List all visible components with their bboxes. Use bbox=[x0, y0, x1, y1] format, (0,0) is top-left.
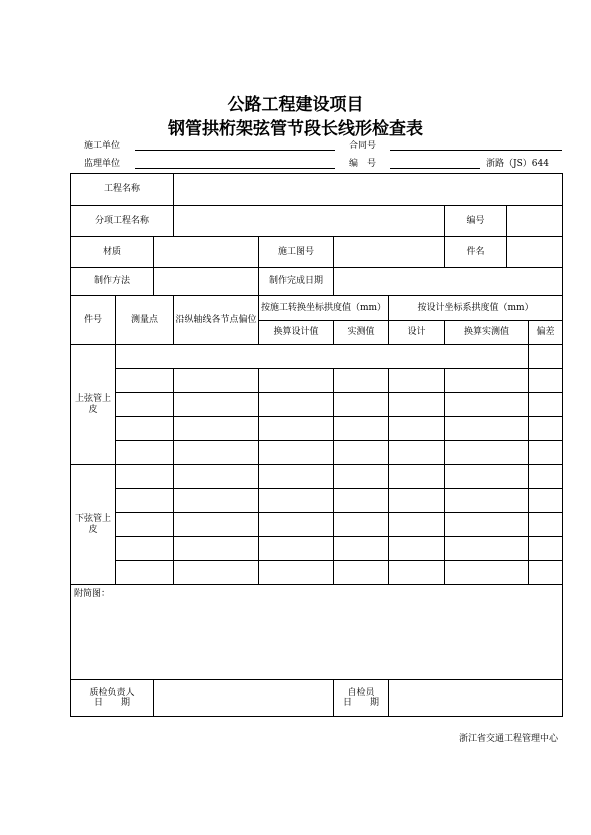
table-cell[interactable] bbox=[445, 417, 529, 441]
qc-label bbox=[71, 680, 154, 717]
table-cell[interactable] bbox=[116, 465, 174, 489]
table-cell[interactable] bbox=[259, 537, 334, 561]
project-name-label: 工程名称 bbox=[71, 174, 174, 206]
supervision-unit-field[interactable] bbox=[135, 168, 335, 169]
table-cell[interactable] bbox=[334, 489, 389, 513]
table-cell[interactable] bbox=[389, 393, 445, 417]
sketch-row bbox=[71, 585, 563, 680]
table-cell[interactable] bbox=[116, 441, 174, 465]
drawing-label: 施工图号 bbox=[259, 237, 334, 268]
table-cell[interactable] bbox=[529, 441, 563, 465]
table-cell[interactable] bbox=[529, 345, 563, 369]
material-label: 材质 bbox=[71, 237, 154, 268]
table-row bbox=[71, 345, 563, 369]
table-cell[interactable] bbox=[445, 513, 529, 537]
table-cell[interactable] bbox=[174, 513, 259, 537]
number-label: 编号 bbox=[445, 206, 507, 237]
sub-project-value[interactable] bbox=[174, 206, 445, 237]
construction-unit-label: 施工单位 bbox=[84, 141, 121, 151]
sub-deviation: 偏差 bbox=[529, 321, 563, 345]
table-cell[interactable] bbox=[445, 561, 529, 585]
form-title-line1: 公路工程建设项目 bbox=[227, 95, 364, 115]
table-cell[interactable] bbox=[116, 561, 174, 585]
table-cell[interactable] bbox=[389, 513, 445, 537]
table-cell[interactable] bbox=[529, 369, 563, 393]
method-value[interactable] bbox=[154, 268, 259, 296]
col-axis-offset: 沿纵轴线各节点偏位 bbox=[174, 296, 259, 345]
table-row bbox=[71, 369, 563, 393]
table-cell[interactable] bbox=[389, 465, 445, 489]
table-cell[interactable] bbox=[259, 489, 334, 513]
table-cell[interactable] bbox=[529, 393, 563, 417]
sub-converted-design: 换算设计值 bbox=[259, 321, 334, 345]
method-label: 制作方法 bbox=[71, 268, 154, 296]
serial-label: 编 号 bbox=[349, 159, 377, 169]
form-code: 浙路（JS）644 bbox=[486, 159, 549, 169]
table-cell[interactable] bbox=[259, 393, 334, 417]
table-cell[interactable] bbox=[116, 393, 174, 417]
sketch-label: 附简图： bbox=[74, 589, 111, 599]
qc-label-line2: 日 期 bbox=[93, 698, 130, 708]
table-cell[interactable] bbox=[174, 537, 259, 561]
table-cell[interactable] bbox=[529, 465, 563, 489]
table-row bbox=[71, 465, 563, 489]
table-cell[interactable] bbox=[445, 441, 529, 465]
col-measure-point: 测量点 bbox=[116, 296, 174, 345]
table-cell[interactable] bbox=[334, 369, 389, 393]
issuing-organization: 浙江省交通工程管理中心 bbox=[458, 734, 558, 744]
sub-converted-measured: 换算实测值 bbox=[445, 321, 529, 345]
table-cell[interactable] bbox=[174, 393, 259, 417]
table-cell[interactable] bbox=[529, 513, 563, 537]
table-cell[interactable] bbox=[389, 417, 445, 441]
self-check-signature[interactable] bbox=[389, 680, 563, 717]
finish-date-label: 制作完成日期 bbox=[259, 268, 334, 296]
table-row bbox=[71, 393, 563, 417]
self-check-line1: 自检员 bbox=[347, 687, 375, 698]
construction-unit-field[interactable] bbox=[135, 150, 335, 151]
serial-field[interactable] bbox=[390, 168, 480, 169]
inspection-table bbox=[70, 173, 563, 717]
project-name-row bbox=[71, 174, 563, 206]
material-row bbox=[71, 237, 563, 268]
self-check-line2: 日 期 bbox=[343, 698, 380, 708]
table-cell[interactable] bbox=[334, 537, 389, 561]
sub-design: 设计 bbox=[389, 321, 445, 345]
table-cell[interactable] bbox=[116, 369, 174, 393]
table-cell[interactable] bbox=[529, 537, 563, 561]
table-cell[interactable] bbox=[174, 417, 259, 441]
number-value[interactable] bbox=[507, 206, 563, 237]
col-group-design: 按设计坐标系拱度值（mm） bbox=[389, 296, 563, 321]
sketch-area[interactable] bbox=[71, 585, 563, 680]
table-row bbox=[71, 441, 563, 465]
table-cell[interactable] bbox=[334, 465, 389, 489]
table-cell[interactable] bbox=[116, 537, 174, 561]
table-cell[interactable] bbox=[529, 417, 563, 441]
table-cell[interactable] bbox=[334, 513, 389, 537]
table-cell[interactable] bbox=[259, 369, 334, 393]
method-row bbox=[71, 268, 563, 296]
table-row bbox=[71, 489, 563, 513]
table-row bbox=[71, 417, 563, 441]
table-cell[interactable] bbox=[116, 345, 529, 369]
table-cell[interactable] bbox=[259, 417, 334, 441]
signature-row bbox=[71, 680, 563, 717]
table-cell[interactable] bbox=[174, 465, 259, 489]
qc-label-line1: 质检负责人 bbox=[89, 687, 135, 698]
table-cell[interactable] bbox=[445, 393, 529, 417]
finish-date-value[interactable] bbox=[334, 268, 563, 296]
table-cell[interactable] bbox=[174, 561, 259, 585]
table-cell[interactable] bbox=[334, 417, 389, 441]
table-cell[interactable] bbox=[334, 441, 389, 465]
table-cell[interactable] bbox=[445, 369, 529, 393]
table-cell[interactable] bbox=[334, 561, 389, 585]
self-check-label bbox=[334, 680, 389, 717]
sub-project-row bbox=[71, 206, 563, 237]
col-group-converted: 按施工转换坐标拱度值（mm） bbox=[259, 296, 389, 321]
material-value[interactable] bbox=[154, 237, 259, 268]
table-cell[interactable] bbox=[529, 489, 563, 513]
supervision-unit-label: 监理单位 bbox=[84, 159, 121, 169]
table-row bbox=[71, 561, 563, 585]
part-name-label: 件名 bbox=[445, 237, 507, 268]
drawing-value[interactable] bbox=[334, 237, 445, 268]
table-cell[interactable] bbox=[529, 561, 563, 585]
table-cell[interactable] bbox=[259, 465, 334, 489]
table-cell[interactable] bbox=[259, 441, 334, 465]
project-name-value[interactable] bbox=[174, 174, 563, 206]
part-name-value[interactable] bbox=[507, 237, 563, 268]
table-row bbox=[71, 537, 563, 561]
sub-measured: 实测值 bbox=[334, 321, 389, 345]
table-cell[interactable] bbox=[334, 393, 389, 417]
table-row bbox=[71, 513, 563, 537]
upper-chord-label: 上弦管上皮 bbox=[71, 345, 116, 465]
table-cell[interactable] bbox=[445, 537, 529, 561]
table-cell[interactable] bbox=[116, 489, 174, 513]
qc-signature[interactable] bbox=[154, 680, 334, 717]
table-cell[interactable] bbox=[389, 489, 445, 513]
table-cell[interactable] bbox=[174, 489, 259, 513]
table-cell[interactable] bbox=[174, 441, 259, 465]
lower-chord-label: 下弦管上皮 bbox=[71, 465, 116, 585]
table-cell[interactable] bbox=[259, 513, 334, 537]
column-header-row-1 bbox=[71, 296, 563, 321]
table-cell[interactable] bbox=[116, 513, 174, 537]
col-part-no: 件号 bbox=[71, 296, 116, 345]
table-cell[interactable] bbox=[174, 369, 259, 393]
contract-no-field[interactable] bbox=[390, 150, 562, 151]
table-cell[interactable] bbox=[445, 465, 529, 489]
form-title-line2: 钢管拱桁架弦管节段长线形检查表 bbox=[168, 119, 423, 139]
table-cell[interactable] bbox=[389, 561, 445, 585]
table-cell[interactable] bbox=[389, 537, 445, 561]
table-cell[interactable] bbox=[389, 441, 445, 465]
table-cell[interactable] bbox=[445, 489, 529, 513]
contract-no-label: 合同号 bbox=[349, 141, 377, 151]
table-cell[interactable] bbox=[116, 417, 174, 441]
table-cell[interactable] bbox=[259, 561, 334, 585]
sub-project-label: 分项工程名称 bbox=[71, 206, 174, 237]
table-cell[interactable] bbox=[389, 369, 445, 393]
